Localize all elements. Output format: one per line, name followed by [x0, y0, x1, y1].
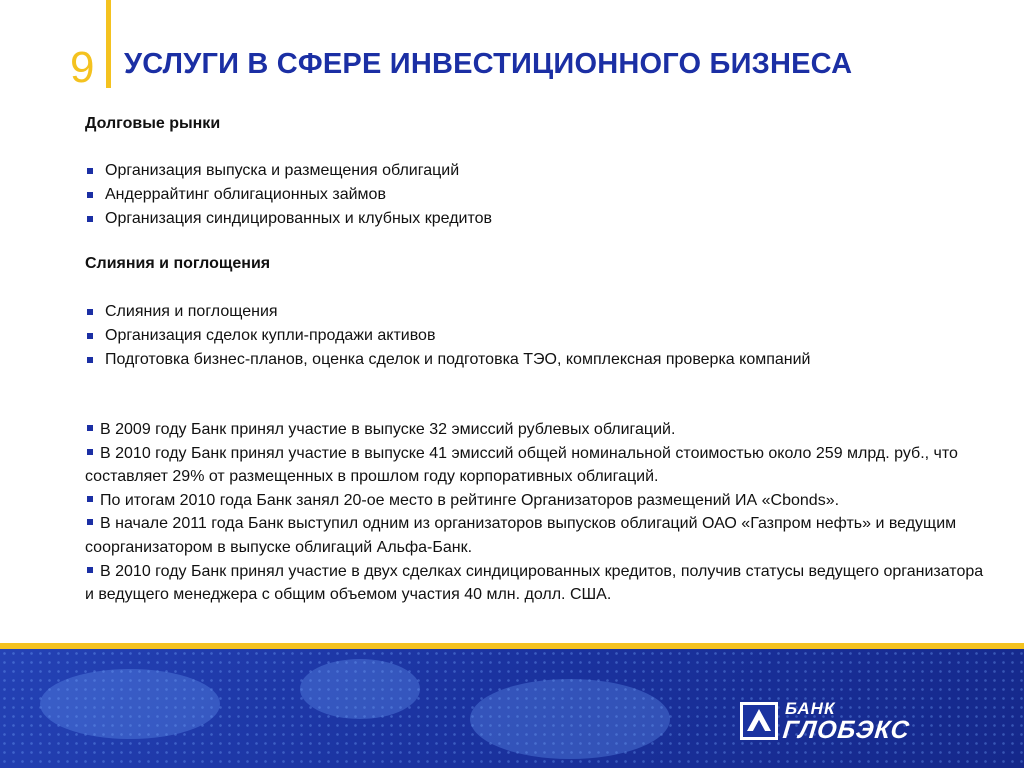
logo-text-bottom: ГЛОБЭКС	[781, 716, 912, 744]
fact-item	[85, 512, 995, 559]
logo-mark-icon	[739, 701, 779, 741]
content-body	[85, 114, 995, 607]
section-mergers	[85, 254, 995, 372]
bullet-list	[85, 159, 995, 231]
bullet-square-icon	[87, 425, 93, 431]
world-map-shape	[470, 679, 670, 759]
fact-item	[85, 489, 995, 513]
list-item: Организация синдицированных и клубных кредитов	[85, 207, 995, 231]
fact-text: В начале 2011 года Банк выступил одним из организаторов выпусков облигаций ОАО «Газпром нефть» и ведущим соорганизатором в выпуске облигаций Альфа-Банк.	[85, 515, 957, 556]
slide-number: 9	[70, 43, 95, 92]
facts-list	[85, 418, 995, 607]
fact-text: По итогам 2010 года Банк занял 20-ое место в рейтинге Организаторов размещений ИА «Cbonds».	[100, 491, 840, 509]
section-debt-markets	[85, 114, 995, 231]
accent-bar	[106, 0, 111, 88]
list-item: Андеррайтинг облигационных займов	[85, 183, 995, 207]
bullet-square-icon	[87, 449, 93, 455]
fact-text: В 2010 году Банк принял участие в двух сделках синдицированных кредитов, получив статусы ведущего организатора и ведущего менеджера с общим объемом участия 40 млн. долл. США.	[85, 562, 984, 604]
footer-banner	[0, 649, 1024, 768]
bullet-list	[85, 300, 995, 372]
world-map-shape	[300, 659, 420, 719]
bank-logo	[739, 699, 949, 744]
list-item: Подготовка бизнес-планов, оценка сделок и подготовка ТЭО, комплексная проверка компаний	[85, 348, 995, 372]
fact-text: В 2010 году Банк принял участие в выпуске 41 эмиссий общей номинальной стоимостью около 259 млрд. руб., что составляет 29% от размещенных в прошлом году корпоративных облигаций.	[85, 444, 958, 486]
fact-item	[85, 418, 995, 442]
bullet-square-icon	[87, 496, 93, 502]
section-heading: Слияния и поглощения	[85, 255, 271, 272]
world-map-shape	[40, 669, 220, 739]
fact-text: В 2009 году Банк принял участие в выпуске 32 эмиссий рублевых облигаций.	[100, 421, 676, 438]
fact-item	[85, 560, 995, 607]
page-title: УСЛУГИ В СФЕРЕ ИНВЕСТИЦИОННОГО БИЗНЕСА	[124, 48, 853, 80]
list-item: Организация сделок купли-продажи активов	[85, 324, 995, 348]
fact-item	[85, 442, 995, 489]
list-item: Слияния и поглощения	[85, 300, 995, 324]
bullet-square-icon	[87, 519, 93, 525]
list-item: Организация выпуска и размещения облигаций	[85, 159, 995, 183]
section-heading: Долговые рынки	[85, 115, 221, 132]
bullet-square-icon	[87, 567, 93, 573]
logo-text-top: БАНК	[785, 699, 836, 718]
